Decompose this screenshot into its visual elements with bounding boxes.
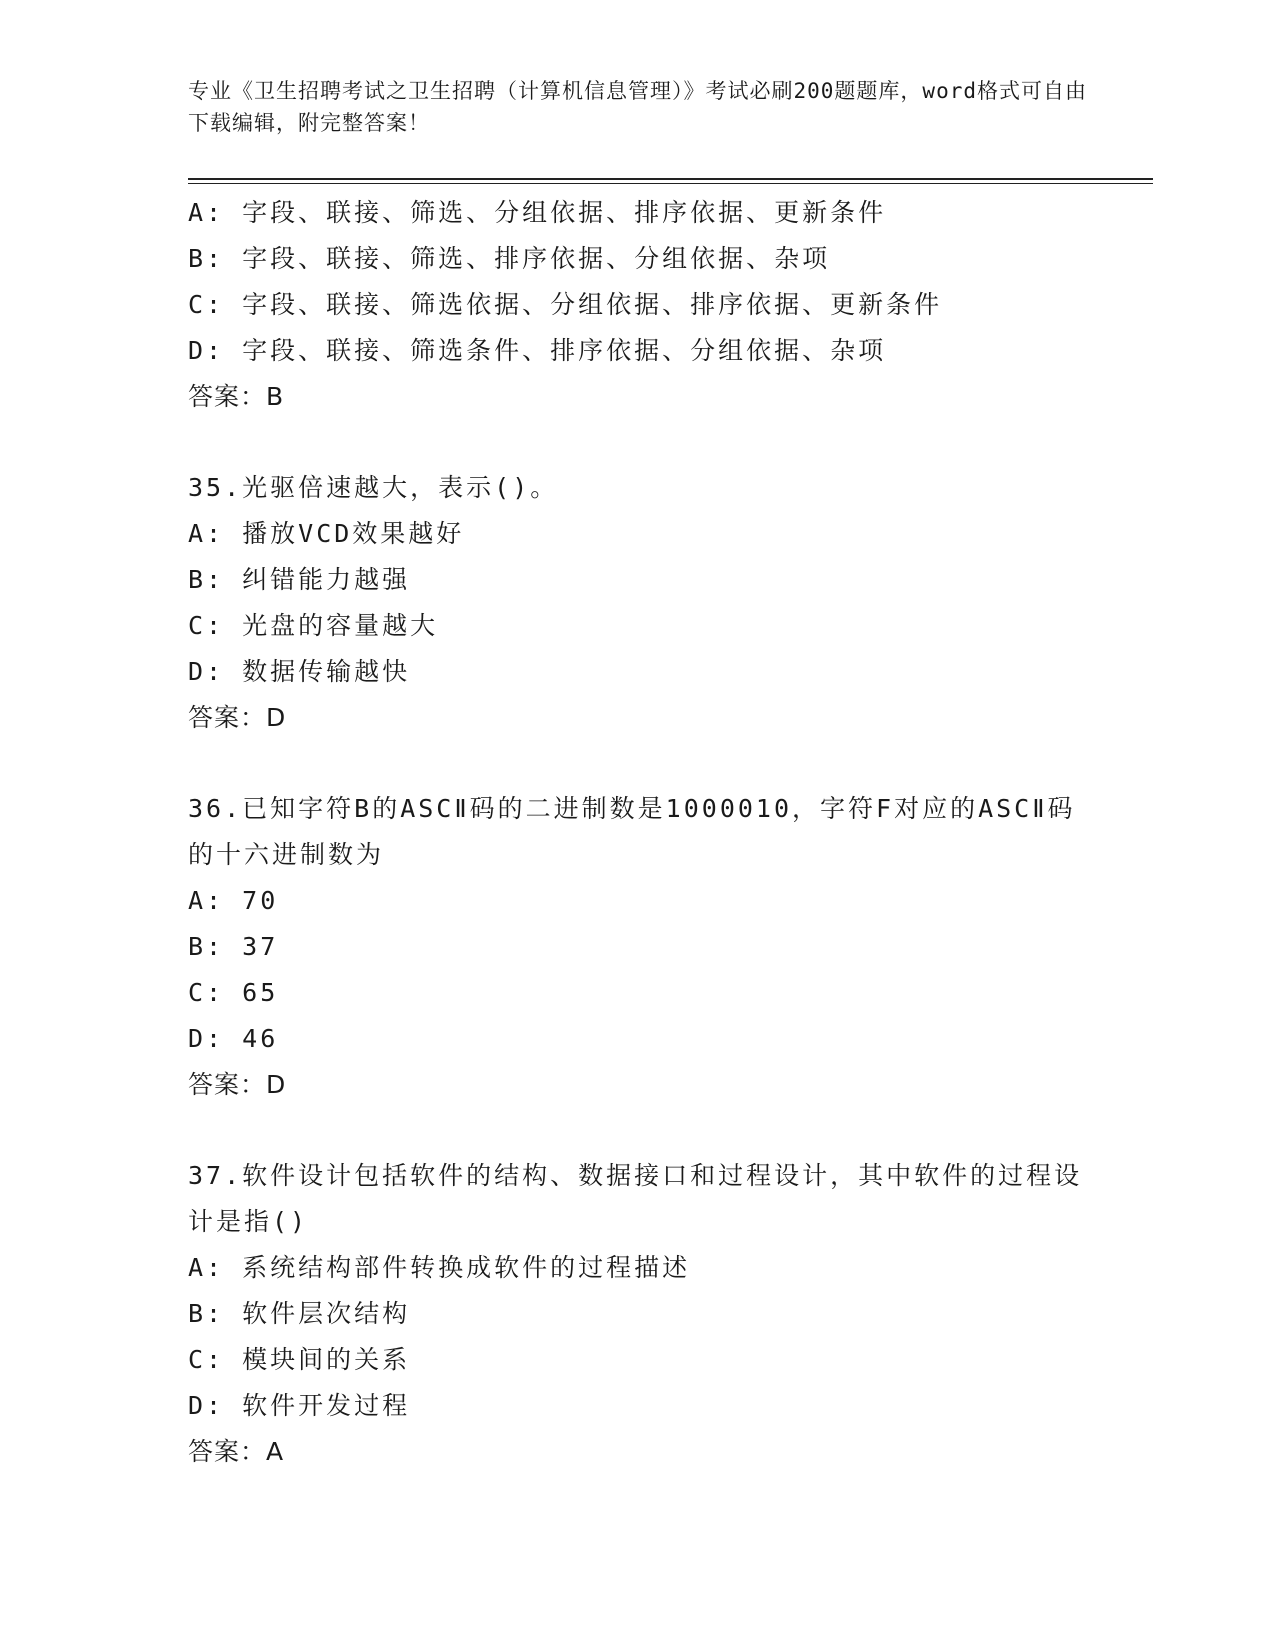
answer-line: 答案：B: [188, 382, 285, 411]
option-a: A: 系统结构部件转换成软件的过程描述: [188, 1253, 691, 1282]
option-b: B: 37: [188, 932, 279, 961]
option-a: A: 播放VCD效果越好: [188, 519, 465, 548]
option-b: B: 软件层次结构: [188, 1299, 411, 1328]
option-c: C: 模块间的关系: [188, 1345, 411, 1374]
question-list: [188, 190, 1108, 1475]
option-a: A: 字段、联接、筛选、分组依据、排序依据、更新条件: [188, 198, 887, 227]
question-block-34: [188, 190, 1108, 420]
header-divider-thin: [188, 183, 1153, 184]
document-header: [188, 75, 1088, 139]
question-block-35: [188, 465, 1108, 741]
spacer: [188, 420, 1108, 465]
header-divider: [188, 178, 1153, 180]
option-c: C: 光盘的容量越大: [188, 611, 439, 640]
question-block-36: [188, 786, 1108, 1108]
question-text: 36.已知字符B的ASCⅡ码的二进制数是1000010，字符F对应的ASCⅡ码的十六进制数为: [188, 794, 1076, 869]
option-d: D: 数据传输越快: [188, 657, 411, 686]
option-d: D: 软件开发过程: [188, 1391, 411, 1420]
answer-line: 答案：A: [188, 1437, 285, 1466]
question-block-37: [188, 1153, 1108, 1475]
option-b: B: 字段、联接、筛选、排序依据、分组依据、杂项: [188, 244, 831, 273]
option-d: D: 字段、联接、筛选条件、排序依据、分组依据、杂项: [188, 336, 887, 365]
spacer: [188, 1108, 1108, 1153]
option-c: C: 字段、联接、筛选依据、分组依据、排序依据、更新条件: [188, 290, 943, 319]
question-text: 35.光驱倍速越大，表示()。: [188, 473, 559, 502]
question-text: 37.软件设计包括软件的结构、数据接口和过程设计，其中软件的过程设计是指(): [188, 1161, 1083, 1236]
option-d: D: 46: [188, 1024, 279, 1053]
header-text: 专业《卫生招聘考试之卫生招聘（计算机信息管理）》考试必刷200题题库，word格式可自由下载编辑，附完整答案！: [188, 79, 1087, 135]
option-a: A: 70: [188, 886, 279, 915]
spacer: [188, 741, 1108, 786]
answer-line: 答案：D: [188, 703, 287, 732]
option-b: B: 纠错能力越强: [188, 565, 411, 594]
option-c: C: 65: [188, 978, 279, 1007]
answer-line: 答案：D: [188, 1070, 287, 1099]
